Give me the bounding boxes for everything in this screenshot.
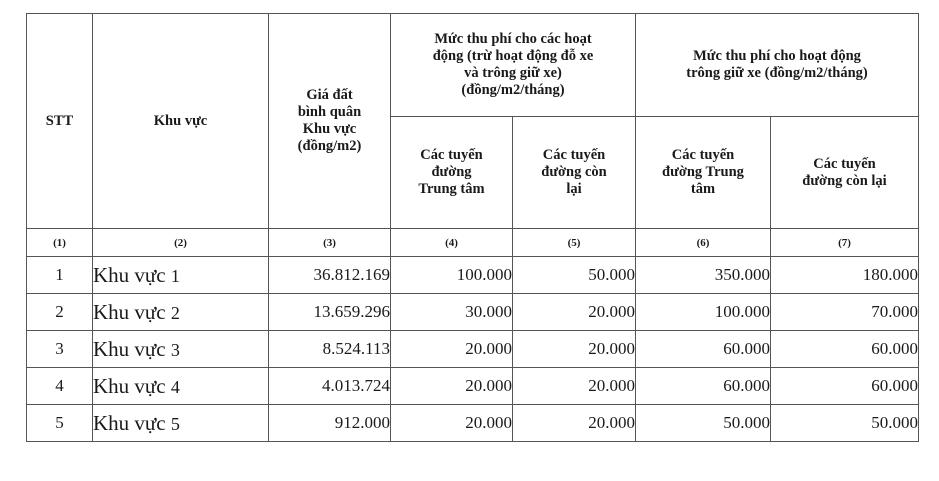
cell-fee-remaining: 20.000 [513,405,636,442]
cell-fee-central: 20.000 [391,405,513,442]
cell-parking-remaining: 50.000 [771,405,919,442]
area-label: Khu vực [93,373,171,398]
cell-parking-central: 350.000 [636,257,771,294]
area-number: 5 [170,413,180,434]
cell-fee-central: 20.000 [391,368,513,405]
cell-stt: 5 [27,405,93,442]
header-row-1 [27,14,919,117]
col-number: (1) [27,229,93,257]
fee-table [26,13,919,442]
cell-parking-central: 50.000 [636,405,771,442]
cell-fee-central: 100.000 [391,257,513,294]
header-stt: STT [27,14,93,229]
cell-parking-central: 100.000 [636,294,771,331]
header-group-activity-fee: Mức thu phí cho các hoạt động (trừ hoạt động đỗ xe và trông giữ xe) (đồng/m2/tháng) [391,14,636,117]
area-number: 1 [170,265,180,286]
area-number: 2 [170,302,180,323]
cell-area [93,405,269,442]
cell-area [93,294,269,331]
table-row [27,294,919,331]
cell-price: 8.524.113 [269,331,391,368]
cell-parking-remaining: 180.000 [771,257,919,294]
cell-parking-remaining: 60.000 [771,331,919,368]
cell-parking-central: 60.000 [636,331,771,368]
col-number: (5) [513,229,636,257]
cell-stt: 4 [27,368,93,405]
col-number: (3) [269,229,391,257]
cell-parking-central: 60.000 [636,368,771,405]
cell-parking-remaining: 70.000 [771,294,919,331]
area-number: 3 [170,339,180,360]
area-label: Khu vực [93,336,171,361]
cell-fee-central: 20.000 [391,331,513,368]
cell-stt: 3 [27,331,93,368]
cell-fee-remaining: 50.000 [513,257,636,294]
area-label: Khu vực [93,262,171,287]
cell-price: 36.812.169 [269,257,391,294]
area-label: Khu vực [93,299,171,324]
header-avg-land-price: Giá đất bình quân Khu vực (đồng/m2) [269,14,391,229]
cell-area [93,368,269,405]
cell-parking-remaining: 60.000 [771,368,919,405]
header-sub-remaining-1: Các tuyến đường còn lại [513,117,636,229]
table-row [27,257,919,294]
header-group-parking-fee: Mức thu phí cho hoạt động trông giữ xe (đồng/m2/tháng) [636,14,919,117]
table-row [27,368,919,405]
table-row [27,405,919,442]
col-number: (4) [391,229,513,257]
cell-price: 4.013.724 [269,368,391,405]
header-sub-central-2: Các tuyến đường Trung tâm [636,117,771,229]
cell-area [93,331,269,368]
cell-fee-remaining: 20.000 [513,331,636,368]
cell-fee-central: 30.000 [391,294,513,331]
table-row [27,331,919,368]
cell-fee-remaining: 20.000 [513,294,636,331]
column-number-row [27,229,919,257]
cell-fee-remaining: 20.000 [513,368,636,405]
cell-stt: 1 [27,257,93,294]
header-area: Khu vực [93,14,269,229]
header-sub-central-1: Các tuyến đường Trung tâm [391,117,513,229]
cell-price: 912.000 [269,405,391,442]
cell-stt: 2 [27,294,93,331]
area-number: 4 [170,376,180,397]
cell-price: 13.659.296 [269,294,391,331]
col-number: (6) [636,229,771,257]
header-sub-remaining-2: Các tuyến đường còn lại [771,117,919,229]
col-number: (2) [93,229,269,257]
area-label: Khu vực [93,410,171,435]
cell-area [93,257,269,294]
col-number: (7) [771,229,919,257]
